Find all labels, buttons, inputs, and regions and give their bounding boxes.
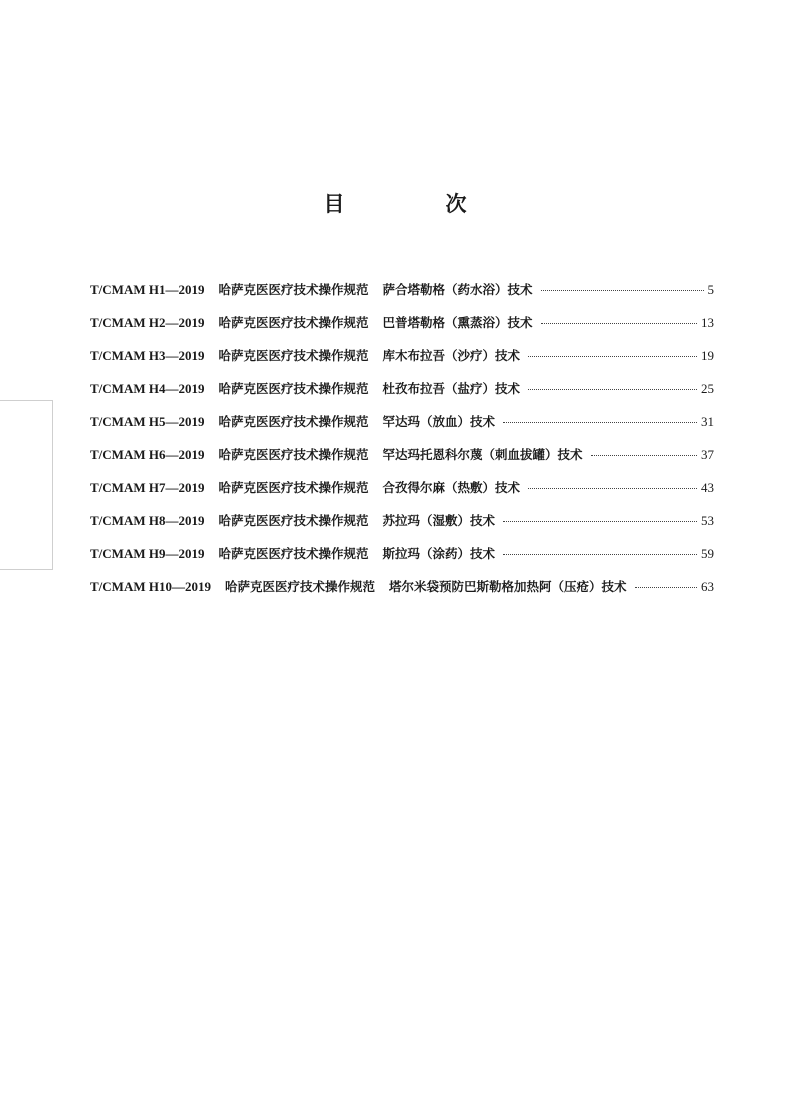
toc-entry-title: 苏拉玛（湿敷）技术 [382,513,495,528]
toc-entry-series: 哈萨克医医疗技术操作规范 [218,480,369,495]
toc-entry-title: 塔尔米袋预防巴斯勒格加热阿（压疮）技术 [388,579,627,594]
toc-dot-leader [541,290,704,291]
toc-entry-code: T/CMAM H5—2019 [90,414,205,429]
toc-entry[interactable] [90,313,714,346]
toc-entry-title: 巴普塔勒格（熏蒸浴）技术 [382,315,533,330]
toc-entry-title: 萨合塔勒格（药水浴）技术 [382,282,533,297]
toc-entry-series: 哈萨克医医疗技术操作规范 [224,579,375,594]
toc-entry-series: 哈萨克医医疗技术操作规范 [218,348,369,363]
toc-dot-leader [503,422,697,423]
toc-entry-title: 斯拉玛（涂药）技术 [382,546,495,561]
toc-dot-leader [635,587,698,588]
toc-entry-page: 43 [701,480,714,495]
toc-list [90,280,714,610]
toc-entry-page: 31 [701,414,714,429]
toc-entry[interactable] [90,280,714,313]
toc-entry-series: 哈萨克医医疗技术操作规范 [218,414,369,429]
toc-dot-leader [541,323,698,324]
page-title: 目 次 [323,192,507,216]
toc-entry[interactable] [90,412,714,445]
toc-entry-code: T/CMAM H9—2019 [90,546,205,561]
toc-entry-title: 罕达玛托恩科尔蔑（刺血拔罐）技术 [382,447,583,462]
toc-dot-leader [528,389,697,390]
toc-entry-page: 19 [701,348,714,363]
toc-dot-leader [503,521,697,522]
toc-entry-series: 哈萨克医医疗技术操作规范 [218,546,369,561]
toc-entry-page: 25 [701,381,714,396]
toc-entry[interactable] [90,511,714,544]
toc-entry-title: 罕达玛（放血）技术 [382,414,495,429]
toc-entry-page: 59 [701,546,714,561]
toc-entry-page: 53 [701,513,714,528]
toc-entry-code: T/CMAM H7—2019 [90,480,205,495]
toc-entry[interactable] [90,346,714,379]
toc-entry-page: 37 [701,447,714,462]
toc-entry-page: 5 [707,282,714,297]
toc-entry-code: T/CMAM H10—2019 [90,579,211,594]
toc-entry-page: 63 [701,579,714,594]
toc-entry-series: 哈萨克医医疗技术操作规范 [218,447,369,462]
toc-entry[interactable] [90,478,714,511]
toc-entry[interactable] [90,577,714,610]
toc-entry-code: T/CMAM H4—2019 [90,381,205,396]
toc-entry[interactable] [90,379,714,412]
toc-entry-code: T/CMAM H3—2019 [90,348,205,363]
toc-entry-series: 哈萨克医医疗技术操作规范 [218,513,369,528]
toc-entry-title: 合孜得尔麻（热敷）技术 [382,480,520,495]
page-edge-bracket [0,400,53,570]
toc-entry-code: T/CMAM H6—2019 [90,447,205,462]
toc-dot-leader [591,455,698,456]
toc-entry-page: 13 [701,315,714,330]
toc-entry-code: T/CMAM H8—2019 [90,513,205,528]
toc-dot-leader [503,554,697,555]
toc-dot-leader [528,356,697,357]
toc-entry[interactable] [90,445,714,478]
toc-entry-code: T/CMAM H2—2019 [90,315,205,330]
toc-entry-series: 哈萨克医医疗技术操作规范 [218,282,369,297]
toc-entry-series: 哈萨克医医疗技术操作规范 [218,381,369,396]
toc-entry-code: T/CMAM H1—2019 [90,282,205,297]
toc-entry[interactable] [90,544,714,577]
toc-entry-title: 库木布拉吾（沙疗）技术 [382,348,520,363]
toc-entry-title: 杜孜布拉吾（盐疗）技术 [382,381,520,396]
toc-dot-leader [528,488,697,489]
toc-entry-series: 哈萨克医医疗技术操作规范 [218,315,369,330]
